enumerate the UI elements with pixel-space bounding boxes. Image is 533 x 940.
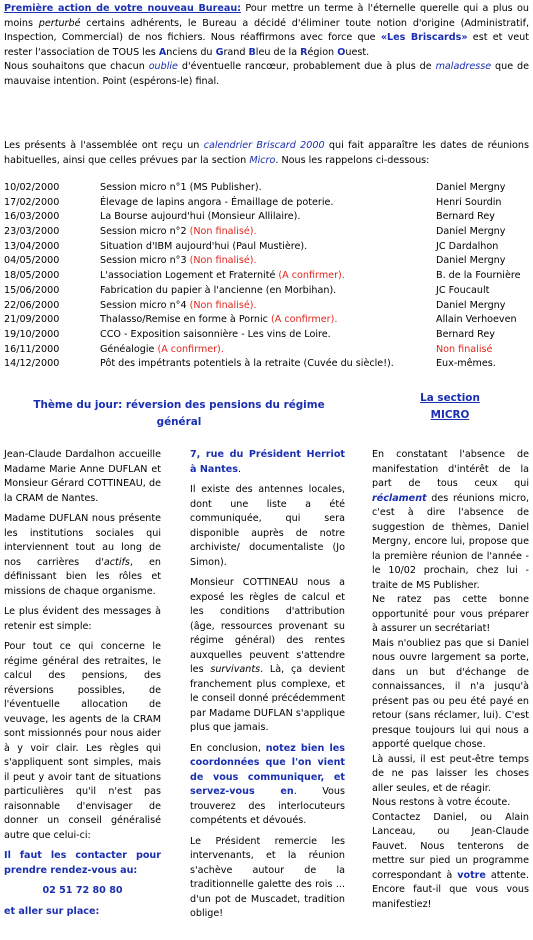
schedule-date: 16/11/2000 (4, 343, 60, 355)
schedule-row (4, 343, 529, 358)
schedule-event (100, 269, 436, 284)
col1-go-there: et aller sur place: (4, 905, 100, 917)
schedule-organizer: JC Foucault (436, 284, 490, 296)
acronym-letter: B (248, 46, 256, 58)
intro-text-part: uest. (345, 46, 370, 58)
acronym-letter: G (215, 46, 224, 58)
theme-heading-line-2: général (156, 416, 202, 428)
schedule-event (100, 196, 436, 211)
schedule-event (100, 240, 436, 255)
schedule-event-text: CCO - Exposition saisonnière - Les vins de Loire. (100, 328, 331, 340)
intro-text-part: égion (307, 46, 338, 58)
schedule-event-status: (Non finalisé). (189, 299, 257, 311)
col3-paragraph: Nous restons à votre écoute. (372, 797, 511, 808)
schedule-organizer: Allain Verhoeven (436, 314, 517, 326)
schedule-event (100, 343, 436, 358)
col3-paragraph: Ne ratez pas cette bonne opportunité pour vous préparer à assurer un secrétariat! (372, 594, 529, 634)
col3-emphasis: réclament (372, 492, 427, 504)
intro-text-part: TOUS les (112, 46, 159, 58)
acronym-letter: A (158, 46, 167, 58)
col2-paragraph (190, 742, 345, 829)
schedule-row (4, 254, 529, 269)
col1-emphasis: actifs (103, 556, 130, 568)
schedule-event-text: Fabrication du papier à l'ancienne (en Morbihan). (100, 284, 337, 296)
schedule-row (4, 210, 529, 225)
acronym-letter: O (337, 46, 346, 58)
schedule-date: 13/04/2000 (4, 240, 60, 252)
intro-text-part: Pour mettre un terme à l'éternelle querelle qui a plus ou moins (4, 3, 529, 29)
schedule-row (4, 284, 529, 299)
col2-emphasis: survivants (210, 664, 261, 675)
schedule-organizer: Daniel Mergny (436, 226, 506, 238)
col1-text-part: Madame DUFLAN nous présente les institutions sociales qui interviennent tout au long de nos carrières d' (4, 513, 161, 568)
schedule-event (100, 254, 436, 269)
col1-paragraph: Le plus évident des messages à retenir est simple: (4, 606, 161, 632)
col1-paragraph: Jean-Claude Dardalhon accueille Madame Marie Anne DUFLAN et Monsieur Gérard COTTINEAU, de la CRAM de Nantes. (4, 449, 161, 504)
schedule-row (4, 328, 529, 343)
schedule-date: 10/02/2000 (4, 182, 60, 193)
theme-heading-line-1: Thème du jour: réversion des pensions du régime (33, 399, 325, 411)
schedule-row (4, 181, 529, 196)
col3-paragraph: Là aussi, il est peut-être temps de ne pas laisser les choses aller seules, et de réagir. (372, 753, 529, 794)
intro-emphasis: perturbé (38, 17, 81, 29)
schedule-row (4, 225, 529, 240)
schedule-date: 23/03/2000 (4, 226, 60, 238)
col1-text-part: , en définissant bien les rôles et missions de chaque organisme. (4, 556, 161, 597)
col2-paragraph: Le Président remercie les intervenants, et la réunion s'achève autour de la traditionnelle galette des rois ... d'un pot de Muscadet, tradition oblige! (190, 835, 345, 919)
schedule-date: 15/06/2000 (4, 284, 60, 296)
micro-heading-line-2: MICRO (430, 409, 470, 421)
calendar-intro-part: . Nous les rappelons ci-dessous: (275, 154, 430, 166)
schedule-table (4, 181, 529, 372)
schedule-date: 22/06/2000 (4, 299, 60, 311)
schedule-organizer: Daniel Mergny (436, 255, 506, 267)
column-middle (190, 448, 345, 928)
intro-text-part: leu de la (255, 46, 301, 58)
schedule-organizer: Non finalisé (436, 343, 493, 355)
association-name: «Les Briscards» (380, 32, 468, 43)
intro-text-part: que de mauvaise intention. Point (espérons-le) final. (4, 61, 530, 87)
theme-heading (6, 397, 352, 431)
col2-bold-advice: notez bien les coordonnées que l'on vient de vous communiquer, et servez-vous en (190, 742, 345, 797)
col1-paragraph: Pour tout ce qui concerne le régime général des retraites, le calcul des pensions, des réversions possibles, de l'éventuelle allocation de veuvage, les agents de la CRAM sont missionnés pour nous aider à y voir clair. Les règles qui s'appliquent sont simples, mais il peut y avoir tant de situations particulières qu'il n'est pas raisonnable d'envisager de donner un conseil généralisé autre que celui-ci: (4, 641, 161, 841)
schedule-date: 18/05/2000 (4, 270, 60, 282)
schedule-date: 16/03/2000 (4, 211, 60, 223)
col3-paragraph (372, 811, 529, 913)
schedule-organizer: Henri Sourdin (436, 196, 502, 208)
col2-paragraph: Il existe des antennes locales, dont une liste a été communiquée, qui sera disponible auprès de notre archiviste/ documentaliste (Jo Simon). (190, 484, 345, 568)
schedule-event-text: Session micro n°1 (MS Publisher). (100, 182, 262, 193)
intro-paragraph-2 (4, 60, 529, 89)
schedule-date: 21/09/2000 (4, 314, 60, 326)
col3-text-part: Contactez Daniel, ou Alain Lanceau, ou Jean-Claude Fauvet. Nous tenterons de mettre sur pied un programme correspondant à (372, 811, 529, 881)
schedule-row (4, 269, 529, 284)
schedule-organizer: Bernard Rey (436, 328, 495, 340)
schedule-event-text: Session micro n°3 (100, 255, 190, 267)
col2-text-part: . Vous trouverez des interlocuteurs compétents et dévoués. (190, 786, 345, 826)
schedule-event-text: L'association Logement et Fraternité (100, 270, 279, 282)
schedule-date: 17/02/2000 (4, 196, 60, 208)
col3-text-part: des réunions micro, c'est à dire l'absence de suggestion de thèmes, Daniel Mergny, encore lui, propose que la première réunion de l'année - le 10/02 prochain, chez lui - traite de MS Publisher. (372, 492, 529, 591)
schedule-organizer: JC Dardalhon (436, 240, 499, 252)
col3-emphasis: votre (457, 869, 486, 881)
intro-text-part: d'éventuelle rancœur, probablement due à plus de (177, 61, 436, 72)
calendar-intro-part: qui fait apparaître les dates de réunions habituelles, ainsi que celles prévues par la section (4, 140, 529, 166)
schedule-event-status: (A confirmer). (278, 270, 345, 282)
schedule-organizer: Bernard Rey (436, 211, 495, 223)
schedule-event-status: (Non finalisé). (189, 226, 257, 238)
schedule-event-text: Session micro n°4 (100, 299, 190, 311)
schedule-row (4, 196, 529, 211)
schedule-event-status: (A confirmer). (271, 314, 338, 326)
schedule-event-text: Élevage de lapins angora - Émaillage de poterie. (100, 196, 334, 208)
schedule-row (4, 313, 529, 328)
schedule-event-text: Généalogie (100, 343, 158, 355)
calendar-intro-part: Les présents à l'assemblée ont reçu un (4, 140, 204, 151)
intro-text-part: est et veut rester l'association de (4, 32, 529, 58)
schedule-organizer: Eux-mêmes. (436, 358, 496, 370)
col3-text-part: En constatant l'absence de manifestation d'intérêt de la part de tous ceux qui (372, 449, 529, 489)
col3-text-part: attente. Encore faut-il que vous vous manifestiez! (372, 869, 529, 910)
column-left (4, 448, 161, 925)
col3-paragraph (372, 448, 529, 593)
column-right (372, 448, 529, 912)
address (190, 448, 345, 477)
intro-text (4, 2, 529, 89)
intro-paragraph-1 (4, 2, 529, 60)
col2-text-part: . Là, ça devient franchement plus complexe, et le conseil donné précédemment par Madame DUFLAN s'applique plus que jamais. (190, 664, 345, 733)
schedule-row (4, 357, 529, 372)
schedule-date: 14/12/2000 (4, 358, 60, 370)
calendar-intro (4, 139, 529, 168)
col1-paragraph (4, 512, 161, 599)
schedule-event (100, 357, 436, 372)
schedule-event (100, 299, 436, 314)
intro-text-part: Nous souhaitons que chacun (4, 61, 149, 72)
intro-emphasis: oublie (148, 61, 178, 72)
schedule-row (4, 240, 529, 255)
intro-label: Première action de votre nouveau Bureau: (4, 3, 241, 14)
acronym-letter: R (300, 46, 308, 58)
col3-paragraph: Mais n'oubliez pas que si Daniel nous ouvre largement sa porte, dans un but d'échange de connaissances, il n'a jusqu'à présent pas ou peu été payé en retour (sans réclamer, lui). C'est presque toujours lui qui nous a apporté quelque chose. (372, 637, 529, 750)
schedule-event (100, 210, 436, 225)
schedule-date: 04/05/2000 (4, 255, 60, 267)
schedule-event (100, 328, 436, 343)
schedule-event-text: Situation d'IBM aujourd'hui (Paul Mustière). (100, 240, 308, 252)
intro-emphasis: maladresse (435, 61, 492, 72)
schedule-event-text: Session micro n°2 (100, 226, 190, 238)
col2-paragraph (190, 576, 345, 736)
calendar-name: calendrier Briscard 2000 (203, 140, 325, 151)
section-micro-ref: Micro (249, 154, 276, 166)
schedule-event (100, 181, 436, 196)
address-end: . (237, 463, 242, 475)
col2-text-part: En conclusion, (190, 742, 266, 754)
schedule-event-text: Thalasso/Remise en forme à Pornic (100, 314, 272, 326)
schedule-organizer: Daniel Mergny (436, 182, 506, 193)
intro-text-part: certains adhérents, le Bureau a décidé d'éliminer toute notion d'origine (Administratif, Inspection, Commercial) de nos fichiers. Nous réaffirmons avec force que (4, 17, 530, 43)
col2-text-part: Monsieur COTTINEAU nous a exposé les règles de calcul et les conditions d'attribution (âge, ressources provenant su régime général) des rentes auxquelles peuvent s'attendre les (190, 577, 345, 675)
schedule-event-text: Pôt des impétrants potentiels à la retraite (Cuvée du siècle!). (100, 358, 394, 370)
intro-text-part: nciens du (166, 46, 216, 58)
schedule-event-status: (Non finalisé). (189, 255, 257, 267)
schedule-event (100, 313, 436, 328)
schedule-organizer: Daniel Mergny (436, 299, 506, 311)
schedule-date: 19/10/2000 (4, 328, 60, 340)
intro-text-part: rand (223, 46, 249, 58)
schedule-event (100, 284, 436, 299)
schedule-event-status: (A confirmer). (157, 343, 224, 355)
schedule-event-text: La Bourse aujourd'hui (Monsieur Allilaire). (100, 211, 301, 223)
schedule-organizer: B. de la Fournière (436, 270, 521, 282)
address-text: 7, rue du Président Herriot à Nantes (190, 449, 345, 475)
schedule-row (4, 299, 529, 314)
micro-heading-line-1: La section (420, 392, 480, 404)
micro-heading (380, 390, 520, 424)
schedule-event (100, 225, 436, 240)
phone-number: 02 51 72 80 80 (42, 885, 123, 896)
col1-contact-call: Il faut les contacter pour prendre rendez-vous au: (4, 850, 161, 876)
